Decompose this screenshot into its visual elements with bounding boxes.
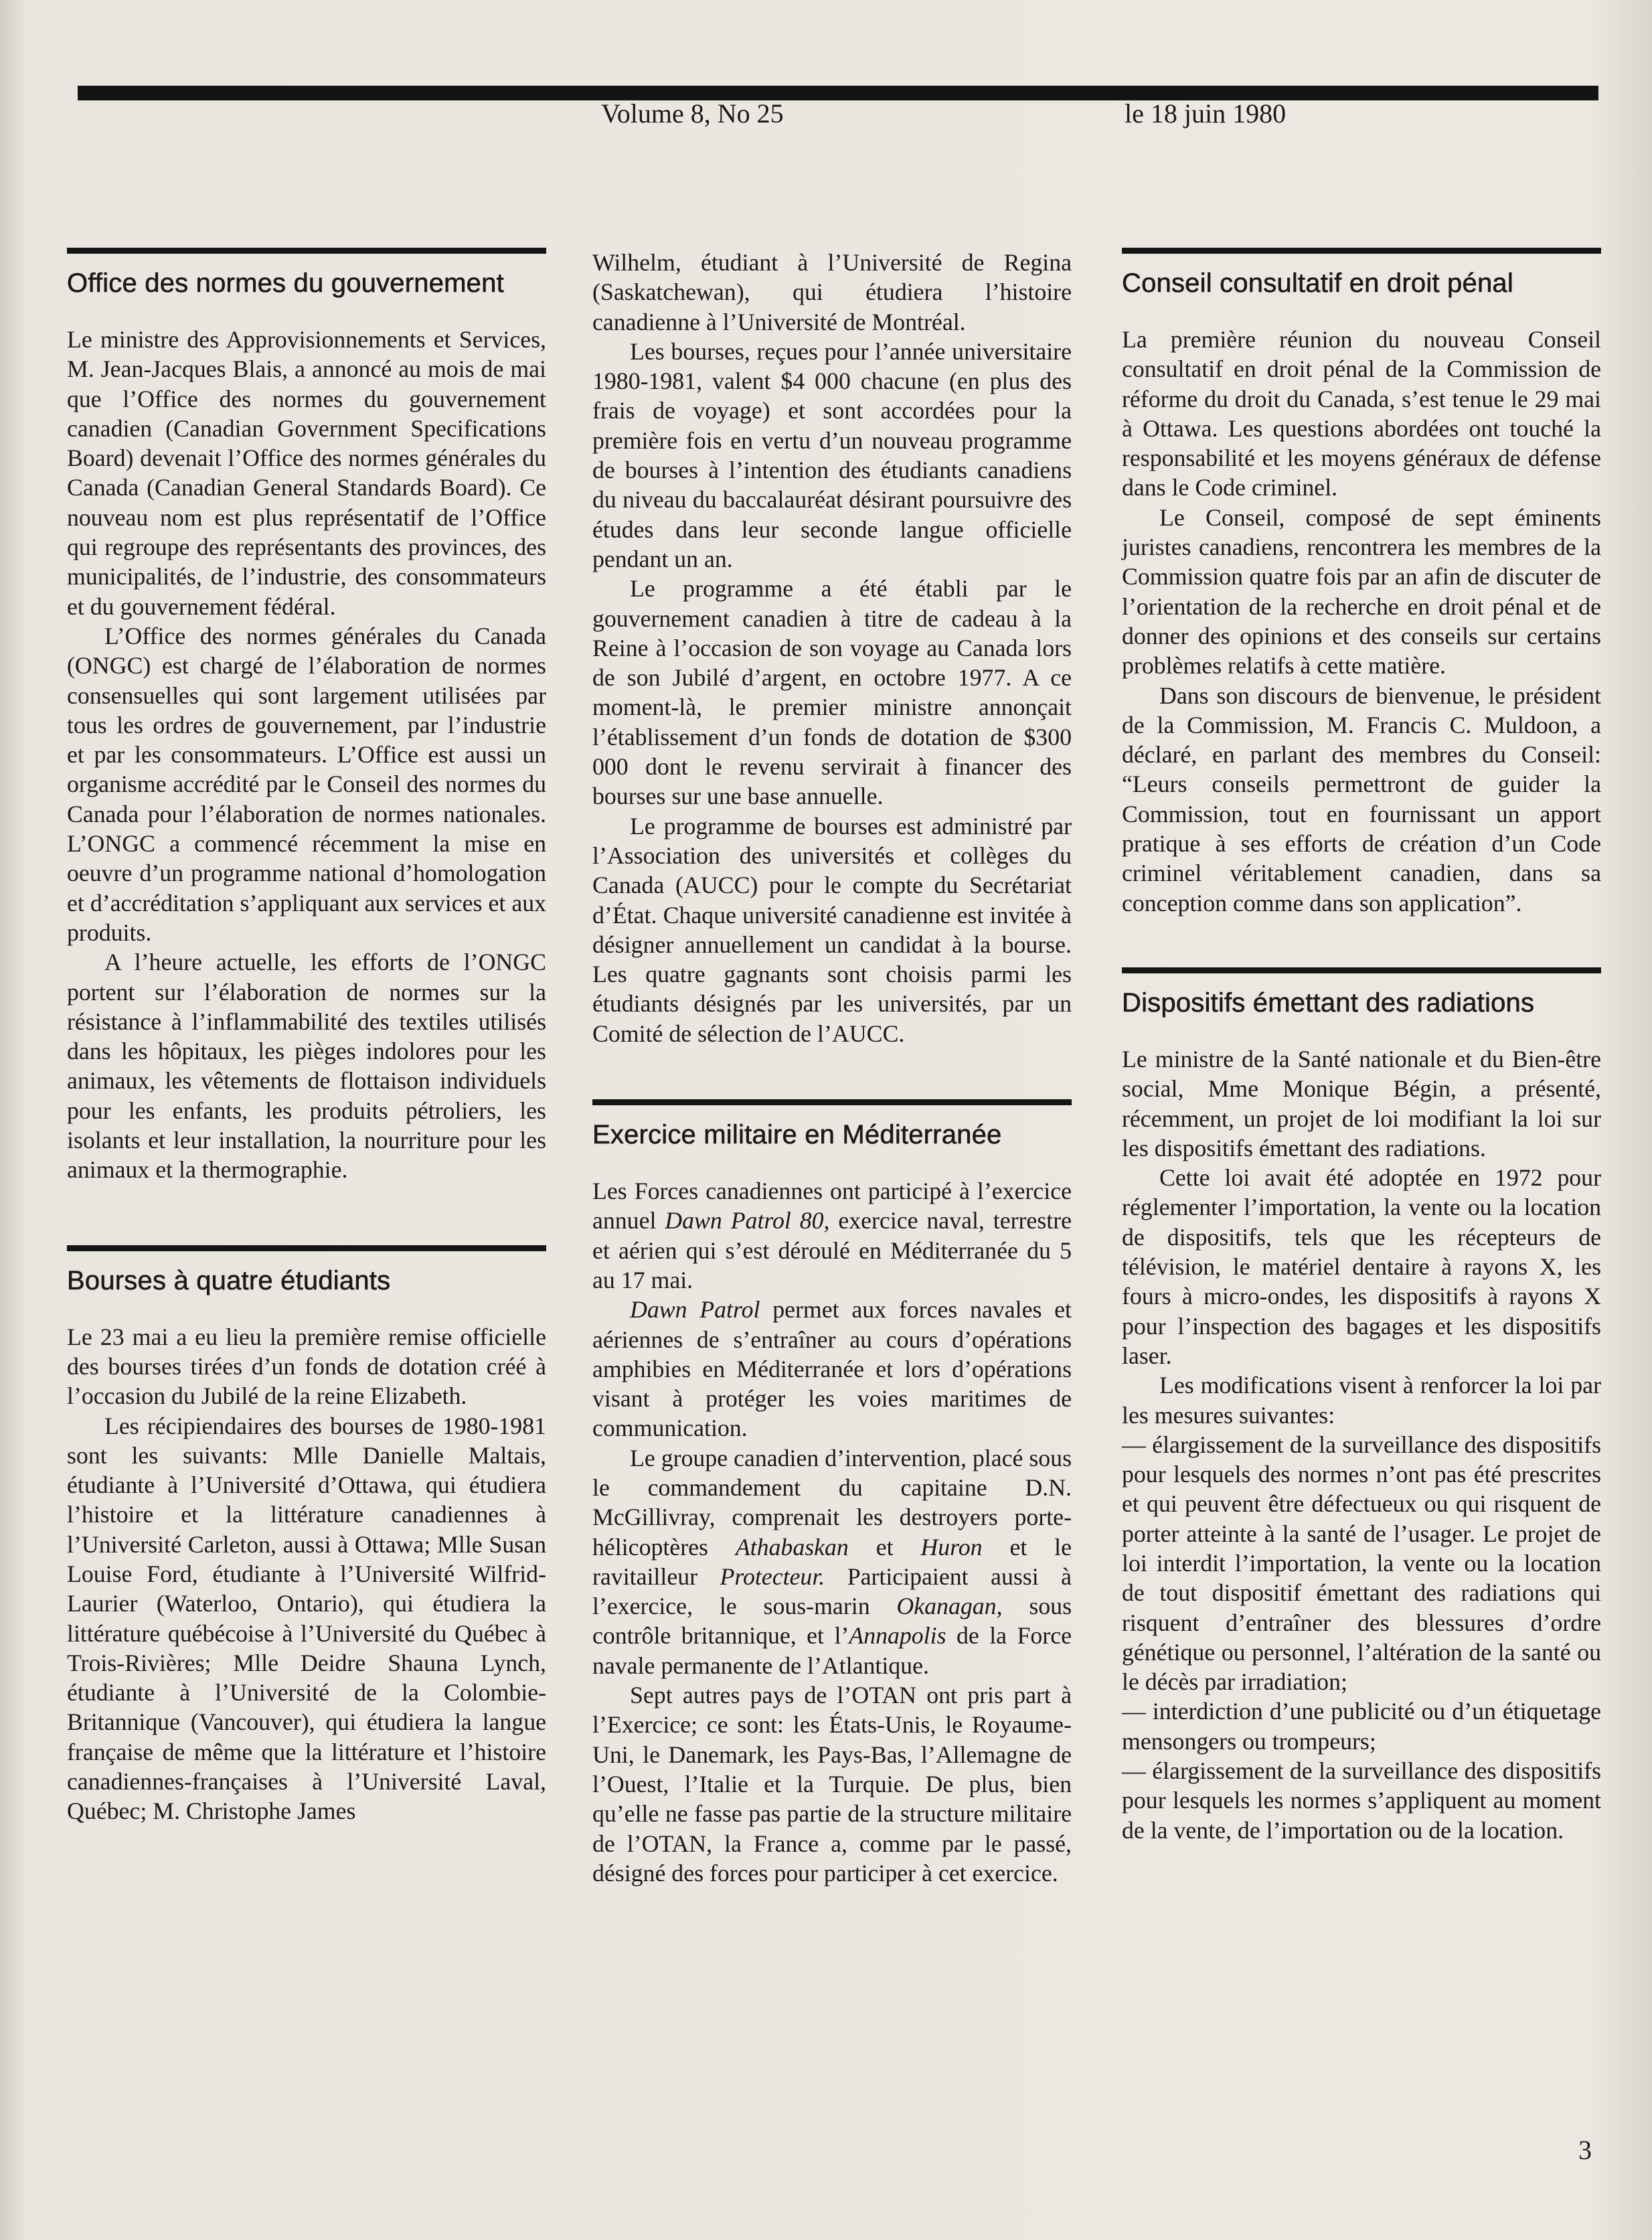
paragraph-continued: Wilhelm, étudiant à l’Université de Regina (Saskatchewan), qui étudiera l’histoire canadienne à l’Université de Montréal. [592, 249, 1072, 335]
section-rule [67, 248, 546, 254]
paragraph: Les bourses, reçues pour l’année universitaire 1980-1981, valent $4 000 chacune (en plus des frais de voyage) et sont accordées pour la première fois en vertu d’un nouveau programme de bourses à l’intention des étudiants canadiens du niveau du baccalauréat désirant poursuivre des études dans leur seconde langue officielle pendant un an. [592, 337, 1072, 572]
headline-bourses: Bourses à quatre étudiants [67, 1265, 391, 1295]
column-left [67, 248, 546, 1826]
paragraph: Les modifications visent à renforcer la loi par les mesures suivantes: [1122, 1372, 1601, 1429]
headline-conseil: Conseil consultatif en droit pénal [1122, 268, 1513, 298]
article-bourses-continued [592, 248, 1072, 1048]
paragraph: Le ministre de la Santé nationale et du Bien-être social, Mme Monique Bégin, a présenté, récemment, un projet de loi modifiant la loi sur les dispositifs émettant des radiations. [1122, 1045, 1601, 1162]
paragraph: Les Forces canadiennes ont participé à l’exercice annuel Dawn Patrol 80, exercice naval, terrestre et aérien qui s’est déroulé en Méditerranée du 5 au 17 mai. [592, 1178, 1072, 1293]
ship-name: Annapolis [849, 1622, 946, 1650]
paragraph: Le ministre des Approvisionnements et Services, M. Jean-Jacques Blais, a annoncé au mois de mai que l’Office des normes du gouvernement canadien (Canadian Government Specifications Board) devenait l’Office des normes générales du Canada (Canadian General Standards Board). Ce nouveau nom est plus représentatif de l’Office qui regroupe des représentants des provinces, des municipalités, de l’industrie, des consommateurs et du gouvernement fédéral. [67, 326, 546, 620]
article-bourses [67, 1245, 546, 1826]
section-rule [1122, 248, 1601, 254]
column-right [1122, 248, 1601, 1845]
paragraph: Cette loi avait été adoptée en 1972 pour réglementer l’importation, la vente ou la location de dispositifs, tels que les récepteurs de télévision, le matériel dentaire à rayons X, les fours à micro-ondes, les dispositifs à rayons X pour l’inspection des bagages et les dispositifs laser. [1122, 1164, 1601, 1369]
exercise-name: Dawn Patrol [630, 1296, 760, 1324]
article-exercice [592, 1099, 1072, 1888]
ship-name: Huron [920, 1533, 983, 1561]
list-item: — élargissement de la surveillance des dispositifs pour lesquels des normes n’ont pas été prescrites et qui peuvent être défectueux ou qui risquent de porter atteinte à la santé de l’usager. Le projet de loi interdit l’importation, la vente ou la location de tout dispositif émettant des radiations qui risquent d’entraîner des blessures d’ordre génétique ou personnel, l’altération de la santé ou le décès par irradiation; [1122, 1431, 1601, 1696]
volume-number: Volume 8, No 25 [601, 98, 784, 129]
section-rule [1122, 967, 1601, 973]
paragraph: Dans son discours de bienvenue, le président de la Commission, M. Francis C. Muldoon, a déclaré, en parlant des membres du Conseil: “Leurs conseils permettront de guider la Commission, tout en fournissant un apport pratique à ses efforts de création d’un Code criminel véritablement canadien, dans sa conception comme dans son application”. [1122, 682, 1601, 916]
headline-exercice: Exercice militaire en Méditerranée [592, 1120, 1002, 1150]
section-rule [67, 1245, 546, 1251]
ship-name: Athabaskan [735, 1533, 849, 1561]
paragraph: Le 23 mai a eu lieu la première remise officielle des bourses tirées d’un fonds de dotation créé à l’occasion du Jubilé de la reine Elizabeth. [67, 1323, 546, 1410]
column-middle [592, 248, 1072, 1888]
headline-radiations: Dispositifs émettant des radiations [1122, 987, 1535, 1018]
list-item: — interdiction d’une publicité ou d’un étiquetage mensongers ou trompeurs; [1122, 1698, 1601, 1755]
headline-normes: Office des normes du gouvernement [67, 268, 504, 298]
page-number: 3 [1578, 2135, 1592, 2165]
section-rule [592, 1099, 1072, 1105]
ship-name: Protecteur. [720, 1563, 825, 1590]
paragraph: Le groupe canadien d’intervention, placé sous le commandement du capitaine D.N. McGillivray, comprenait les destroyers porte-hélicoptères Athabaskan et Huron et le ravitailleur Protecteur. Participaient aussi à l’exercice, le sous-marin Okanagan, sous contrôle britannique, et l’Annapolis de la Force navale permanente de l’Atlantique. [592, 1444, 1072, 1679]
paragraph: Les récipiendaires des bourses de 1980-1981 sont les suivants: Mlle Danielle Maltais, étudiante à l’Université d’Ottawa, qui étudiera l’histoire et la littérature canadiennes à l’Université Carleton, aussi à Ottawa; Mlle Susan Louise Ford, étudiante à l’Université Wilfrid-Laurier (Waterloo, Ontario), qui étudiera la littérature québécoise à l’Université du Québec à Trois-Rivières; Mlle Deidre Shauna Lynch, étudiante à l’Université de la Colombie-Britannique (Vancouver), qui étudiera la langue française de même que la littérature et l’histoire canadiennes-françaises à l’Université Laval, Québec; M. Christophe James [67, 1412, 546, 1825]
exercise-name: Dawn Patrol 80, [665, 1207, 830, 1234]
ship-name: Okanagan, [896, 1593, 1003, 1620]
paragraph: Le programme a été établi par le gouvernement canadien à titre de cadeau à la Reine à l’occasion de son voyage au Canada lors de son Jubilé d’argent, en octobre 1977. A ce moment-là, le premier ministre annonçait l’établissement d’un fonds de dotation de $300 000 dont le revenu servirait à financer des bourses sur une base annuelle. [592, 575, 1072, 810]
paragraph: Le Conseil, composé de sept éminents juristes canadiens, rencontrera les membres de la Commission quatre fois par an afin de discuter de l’orientation de la recherche en droit pénal et de donner des opinions et des conseils sur certains problèmes relatifs à cette matière. [1122, 503, 1601, 679]
paragraph: Le programme de bourses est administré par l’Association des universités et collèges du Canada (AUCC) pour le compte du Secrétariat d’État. Chaque université canadienne est invitée à désigner annuellement un candidat à la bourse. Les quatre gagnants sont choisis parmi les étudiants désignés par les universités, par un Comité de sélection de l’AUCC. [592, 812, 1072, 1047]
article-conseil [1122, 248, 1601, 918]
article-radiations [1122, 967, 1601, 1845]
paragraph: La première réunion du nouveau Conseil consultatif en droit pénal de la Commission de réforme du droit du Canada, s’est tenue le 29 mai à Ottawa. Les questions abordées ont touché la responsabilité et les moyens généraux de défense dans le Code criminel. [1122, 326, 1601, 501]
paragraph: Sept autres pays de l’OTAN ont pris part à l’Exercice; ce sont: les États-Unis, le Royaume-Uni, le Danemark, les Pays-Bas, l’Allemagne de l’Ouest, l’Italie et la Turquie. De plus, bien qu’elle ne fasse pas partie de la structure militaire de l’OTAN, la France a, comme par le passé, désigné des forces pour participer à cet exercice. [592, 1682, 1072, 1887]
issue-date: le 18 juin 1980 [1125, 98, 1287, 129]
list-item: — élargissement de la surveillance des dispositifs pour lesquels les normes s’appliquent au moment de la vente, de l’importation ou de la location. [1122, 1757, 1601, 1844]
article-normes [67, 248, 546, 1185]
masthead [0, 98, 1652, 138]
paragraph: L’Office des normes générales du Canada (ONGC) est chargé de l’élaboration de normes consensuelles qui sont largement utilisées par tous les ordres de gouvernement, par l’industrie et par les consommateurs. L’Office est aussi un organisme accrédité par le Conseil des normes du Canada pour l’élaboration de normes nationales. L’ONGC a commencé récemment la mise en oeuvre d’un programme national d’homologation et d’accréditation s’appliquant aux services et aux produits. [67, 622, 546, 946]
paragraph: A l’heure actuelle, les efforts de l’ONGC portent sur l’élaboration de normes sur la résistance à l’inflammabilité des textiles utilisés dans les hôpitaux, les pièges indolores pour les animaux, les vêtements de flottaison individuels pour les enfants, les produits pétroliers, les isolants et leur installation, la nourriture pour les animaux et la thermographie. [67, 949, 546, 1184]
paragraph: Dawn Patrol permet aux forces navales et aériennes de s’entraîner au cours d’opérations amphibies en Méditerranée et lors d’opérations visant à protéger les voies maritimes de communication. [592, 1296, 1072, 1442]
